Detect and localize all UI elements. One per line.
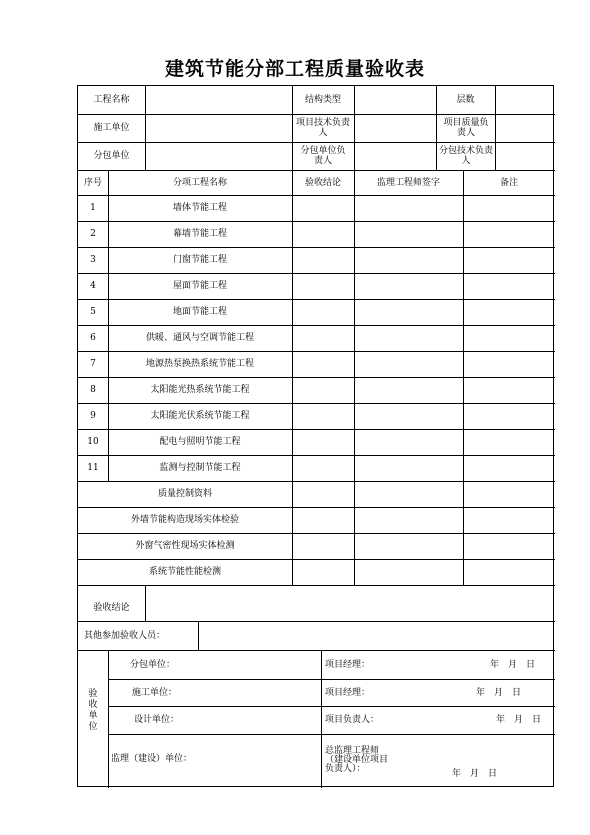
structure-type-label: 结构类型 (304, 95, 341, 105)
v-line (354, 170, 355, 585)
row-item-name: 地源热泵换热系统节能工程 (145, 359, 254, 369)
supervision-unit-date: 年 月 日 (452, 769, 498, 779)
v-line (292, 170, 293, 585)
row-seq: 11 (87, 463, 99, 473)
acceptance-form-table (77, 85, 554, 787)
sub-unit-lead-label: 分包单位负责人 (300, 146, 346, 166)
v-line (145, 585, 146, 621)
row-item-name: 地面节能工程 (172, 307, 227, 317)
row-item-name: 监测与控制节能工程 (159, 463, 241, 473)
col-remarks: 备注 (499, 177, 518, 188)
project-name-label: 工程名称 (93, 95, 130, 105)
sub-unit-date: 年 月 日 (490, 659, 536, 670)
row-item-name: 供暖、通风与空调节能工程 (145, 333, 254, 343)
construction-unit-label: 施工单位 (93, 123, 130, 133)
row-item-name: 太阳能光伏系统节能工程 (150, 411, 250, 421)
row-seq: 10 (87, 437, 99, 447)
supervision-unit-label: 监理（建设）单位： (111, 754, 193, 764)
row-seq: 9 (90, 411, 96, 421)
row-seq: 1 (90, 203, 96, 213)
row-seq: 3 (90, 255, 96, 265)
col-supervisor-signature: 监理工程师签字 (376, 177, 440, 188)
acceptance-conclusion-label: 验收结论 (93, 603, 130, 613)
row-item-name: 幕墙节能工程 (172, 229, 227, 239)
v-line (321, 650, 322, 788)
design-unit-date: 年 月 日 (496, 715, 542, 725)
construction-unit-sign-label: 施工单位： (132, 687, 178, 698)
v-line (108, 650, 109, 788)
design-unit-person-label: 项目负责人： (325, 715, 380, 725)
acceptance-unit-side-label: 验收单位 (88, 689, 98, 732)
sub-unit-label: 分包单位： (130, 659, 176, 670)
row-item-name: 墙体节能工程 (172, 203, 227, 213)
floors-label: 层数 (456, 95, 475, 105)
col-seq: 序号 (83, 177, 102, 188)
other-participants-label: 其他参加验收人员： (84, 630, 166, 641)
v-line (354, 86, 355, 170)
v-line (463, 170, 464, 585)
col-conclusion: 验收结论 (304, 177, 341, 188)
v-line (198, 621, 199, 650)
v-line (495, 86, 496, 170)
sub-tech-lead-label: 分包技术负责人 (439, 146, 494, 166)
col-item-name: 分项工程名称 (172, 177, 227, 188)
row-seq: 2 (90, 229, 96, 239)
row-seq: 4 (90, 281, 96, 291)
quality-control-docs-row: 质量控制资料 (157, 489, 212, 499)
row-item-name: 太阳能光热系统节能工程 (150, 385, 250, 395)
construction-unit-date: 年 月 日 (476, 687, 522, 698)
row-item-name: 门窗节能工程 (172, 255, 227, 265)
window-airtightness-row: 外窗气密性现场实体检测 (135, 541, 235, 551)
design-unit-label: 设计单位： (134, 715, 180, 725)
supervision-unit-person-label: 总监理工程师（建设单位项目负责人）： (325, 745, 389, 774)
construction-unit-person-label: 项目经理： (325, 687, 371, 698)
row-seq: 5 (90, 307, 96, 317)
h-line (78, 585, 555, 586)
row-item-name: 屋面节能工程 (172, 281, 227, 291)
tech-lead-label: 项目技术负责人 (295, 118, 350, 138)
row-seq: 8 (90, 385, 96, 395)
row-seq: 7 (90, 359, 96, 369)
h-line (108, 734, 555, 735)
subcontract-unit-label: 分包单位 (93, 151, 130, 161)
sub-unit-person-label: 项目经理： (325, 659, 371, 670)
row-item-name: 配电与照明节能工程 (159, 437, 241, 447)
wall-structure-inspection-row: 外墙节能构造现场实体检验 (130, 515, 239, 525)
form-title: 建筑节能分部工程质量验收表 (164, 58, 425, 80)
v-line (145, 86, 146, 170)
system-performance-row: 系统节能性能检测 (148, 567, 221, 577)
quality-lead-label: 项目质量负责人 (443, 118, 489, 138)
row-seq: 6 (90, 333, 96, 343)
